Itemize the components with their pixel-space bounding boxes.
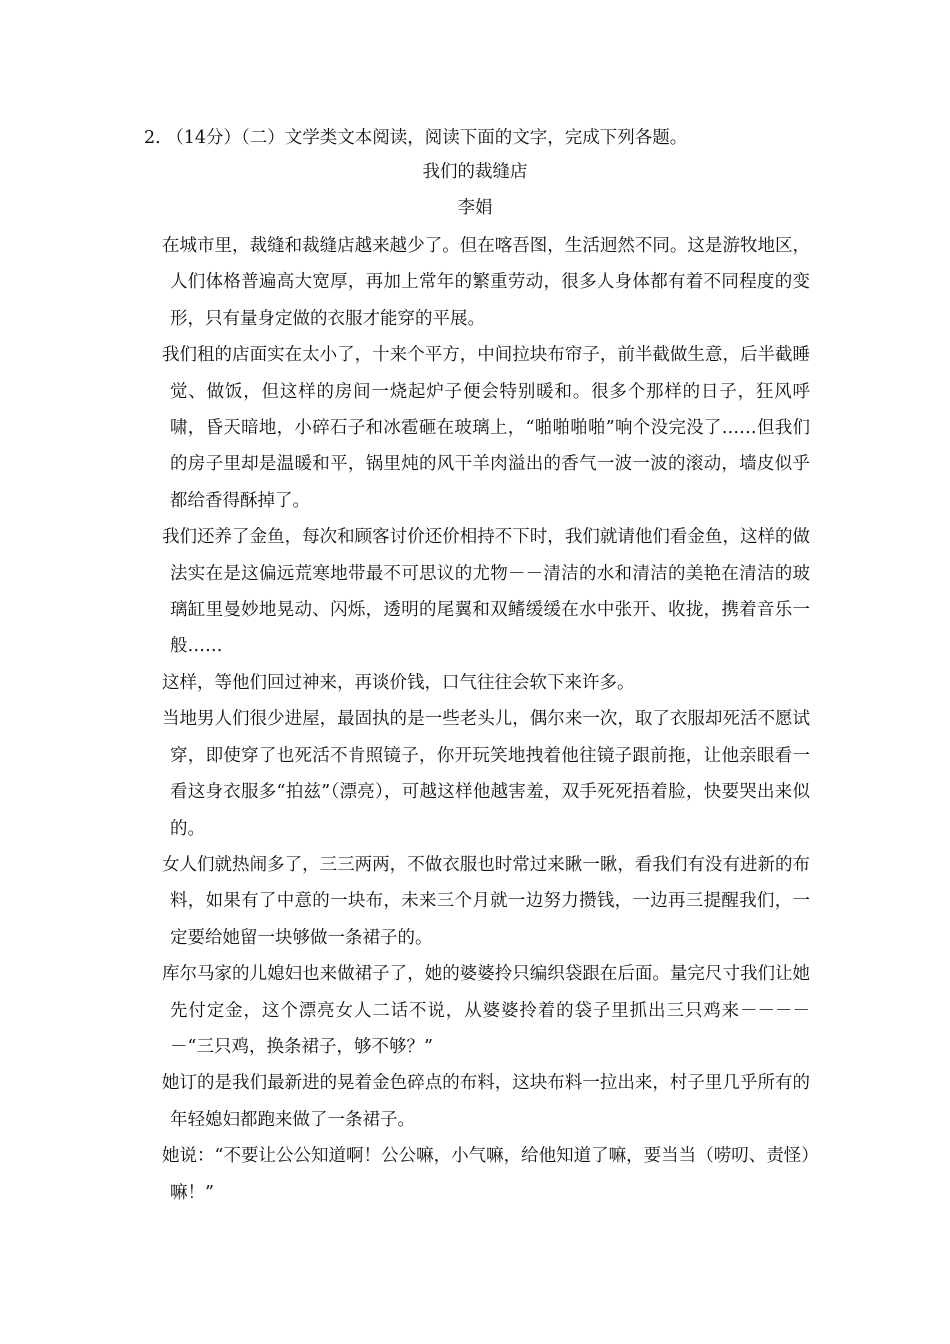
paragraph-7: 库尔马家的儿媳妇也来做裙子了，她的婆婆拎只编织袋跟在后面。量完尺寸我们让她先付定金，这个漂亮女人二话不说，从婆婆拎着的袋子里抓出三只鸡来－－－－－“三只鸡，换条裙子，够不够？” (162, 964, 810, 1057)
question-prompt: （14分）（二）文学类文本阅读，阅读下面的文字，完成下列各题。 (166, 128, 688, 148)
paragraph-5: 当地男人们很少进屋，最固执的是一些老头儿，偶尔来一次，取了衣服却死活不愿试穿，即使穿了也死活不肯照镜子，你开玩笑地拽着他往镜子跟前拖，让他亲眼看一看这身衣服多“拍兹”（漂亮），可越这样他越害羞，双手死死捂着脸，快要哭出来似的。 (162, 709, 810, 839)
paragraph-3: 我们还养了金鱼，每次和顾客讨价还价相持不下时，我们就请他们看金鱼，这样的做法实在是这偏远荒寒地带最不可思议的尤物－－清洁的水和清洁的美艳在清洁的玻璃缸里曼妙地晃动、闪烁，透明的尾翼和双鳍缓缓在水中张开、收拢，携着音乐一般…… (162, 527, 810, 657)
article-title: 我们的裁缝店 (422, 162, 528, 182)
paragraph-2: 我们租的店面实在太小了，十来个平方，中间拉块布帘子，前半截做生意，后半截睡觉、做饭，但这样的房间一烧起炉子便会特别暖和。很多个那样的日子，狂风呼啸，昏天暗地，小碎石子和冰雹砸在玻璃上，“啪啪啪啪”响个没完没了……但我们的房子里却是温暖和平，锅里炖的风干羊肉溢出的香气一波一波的滚动，墙皮似乎都给香得酥掉了。 (162, 345, 810, 511)
paragraph-9: 她说：“不要让公公知道啊！公公嘛，小气嘛，给他知道了嘛，要当当（唠叨、责怪）嘛！” (162, 1146, 810, 1203)
paragraph-4: 这样，等他们回过神来，再谈价钱，口气往往会软下来许多。 (162, 672, 635, 693)
paragraph-6: 女人们就热闹多了，三三两两，不做衣服也时常过来瞅一瞅，看我们有没有进新的布料，如果有了中意的一块布，未来三个月就一边努力攒钱，一边再三提醒我们，一定要给她留一块够做一条裙子的。 (162, 854, 810, 948)
question-header (144, 124, 687, 152)
paragraph-1: 在城市里，裁缝和裁缝店越来越少了。但在喀吾图，生活迥然不同。这是游牧地区，人们体格普遍高大宽厚，再加上常年的繁重劳动，很多人身体都有着不同程度的变形，只有量身定做的衣服才能穿的平展。 (162, 236, 810, 329)
article-author: 李娟 (457, 198, 493, 218)
paragraph-8: 她订的是我们最新进的晃着金色碎点的布料，这块布料一拉出来，村子里几乎所有的年轻媳妇都跑来做了一条裙子。 (162, 1073, 810, 1130)
article-body (162, 228, 810, 1211)
question-number: 2. (144, 128, 161, 148)
